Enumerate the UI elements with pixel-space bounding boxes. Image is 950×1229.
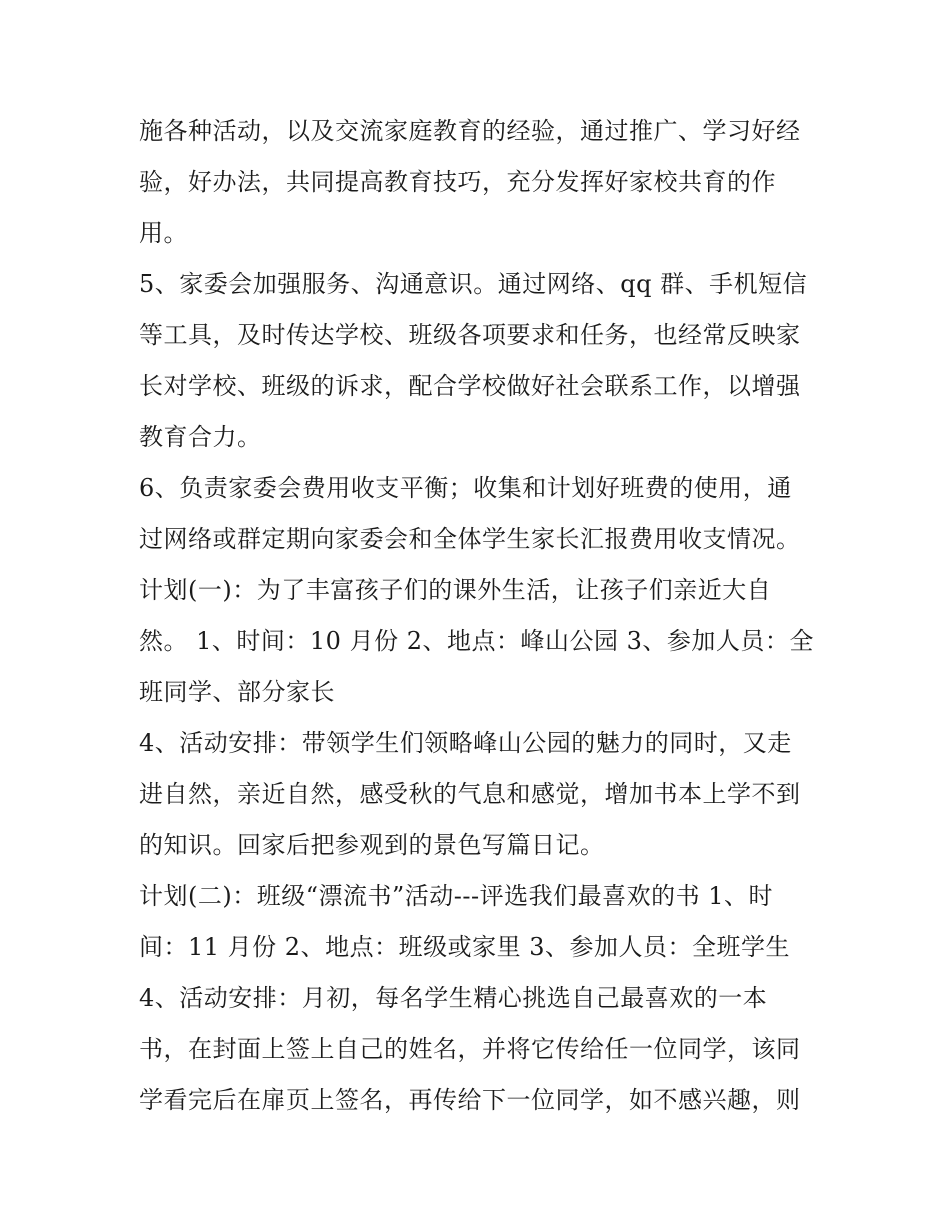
text-line: 施各种活动，以及交流家庭教育的经验，通过推广、学习好经: [139, 117, 801, 145]
text-line: 4、活动安排：带领学生们领略峰山公园的魅力的同时，又走: [139, 729, 792, 757]
text-line: 6、负责家委会费用收支平衡；收集和计划好班费的使用，通: [139, 474, 792, 502]
text-line: 计划(二)：班级“漂流书”活动---评选我们最喜欢的书 1、时: [139, 882, 773, 910]
text-line: 的知识。回家后把参观到的景色写篇日记。: [139, 831, 605, 859]
text-line: 然。 1、时间：10 月份 2、地点：峰山公园 3、参加人员：全: [139, 627, 814, 655]
text-line: 教育合力。: [139, 423, 262, 451]
text-line: 学看完后在扉页上签名，再传给下一位同学，如不感兴趣，则: [139, 1086, 801, 1114]
body-text: [139, 106, 819, 1126]
text-line: 等工具，及时传达学校、班级各项要求和任务，也经常反映家: [139, 321, 801, 349]
text-line: 进自然，亲近自然，感受秋的气息和感觉，增加书本上学不到: [139, 780, 801, 808]
text-line: 4、活动安排：月初，每名学生精心挑选自己最喜欢的一本: [139, 984, 768, 1012]
text-line: 用。: [139, 219, 188, 247]
text-line: 间：11 月份 2、地点：班级或家里 3、参加人员：全班学生: [139, 933, 790, 961]
text-line: 计划(一)：为了丰富孩子们的课外生活，让孩子们亲近大自: [139, 576, 772, 604]
text-line: 书，在封面上签上自己的姓名，并将它传给任一位同学，该同: [139, 1035, 801, 1063]
text-line: 验，好办法，共同提高教育技巧，充分发挥好家校共育的作: [139, 168, 776, 196]
text-line: 长对学校、班级的诉求，配合学校做好社会联系工作，以增强: [139, 372, 801, 400]
text-line: 5、家委会加强服务、沟通意识。通过网络、qq 群、手机短信: [139, 270, 808, 298]
text-line: 班同学、部分家长: [139, 678, 335, 706]
text-line: 过网络或群定期向家委会和全体学生家长汇报费用收支情况。: [139, 525, 801, 553]
